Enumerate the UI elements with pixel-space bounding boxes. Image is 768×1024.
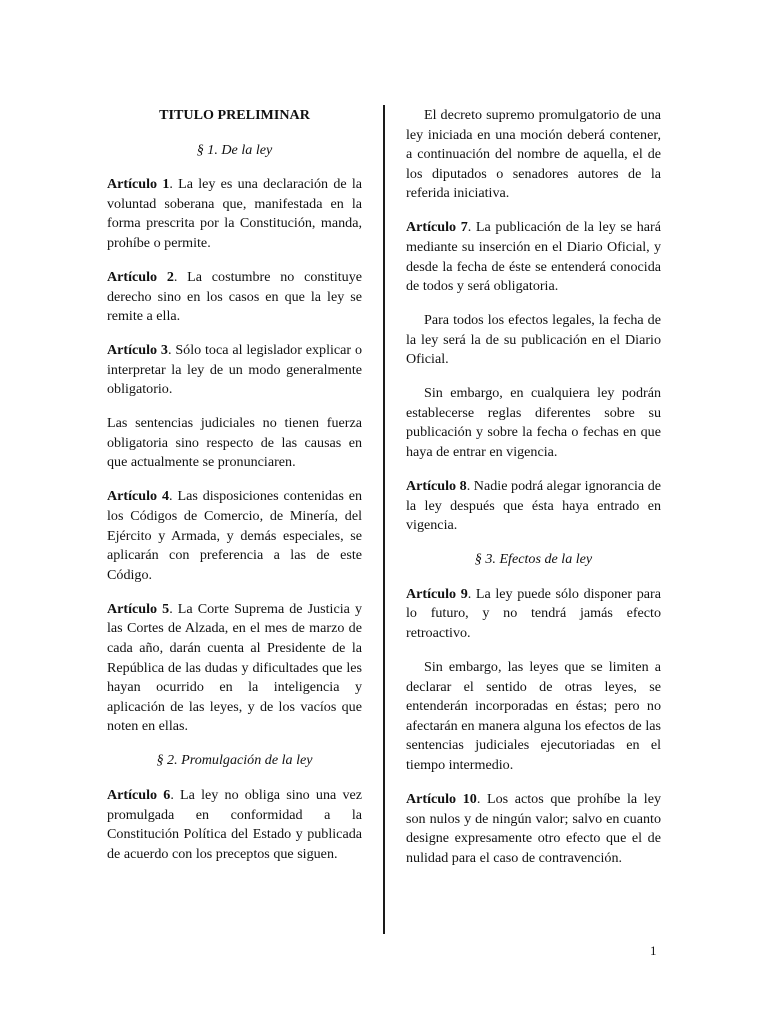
article-5 bbox=[107, 600, 362, 737]
article-9-label: Artículo 9 bbox=[406, 585, 468, 602]
article-1-label: Artículo 1 bbox=[107, 176, 170, 193]
article-2-label: Artículo 2 bbox=[107, 268, 174, 285]
article-9-paragraph-2: Sin embargo, las leyes que se limiten a declarar el sentido de otras leyes, se entenderán incorporadas en éstas; pero no afectarán en manera alguna los efectos de las sentencias judiciales ejecutoriadas en el tiempo intermedio. bbox=[406, 659, 661, 773]
article-4 bbox=[107, 487, 362, 585]
section-heading-1: § 1. De la ley bbox=[196, 141, 273, 158]
article-1 bbox=[107, 175, 362, 253]
article-7-paragraph-2: Para todos los efectos legales, la fecha de la ley será la de su publicación en el Diario Oficial. bbox=[406, 312, 661, 368]
article-8-text: . Nadie podrá alegar ignorancia de la ley después que ésta haya entrado en vigencia. bbox=[406, 478, 661, 534]
article-8 bbox=[406, 477, 661, 536]
article-1-text: . La ley es una declaración de la voluntad soberana que, manifestada en la forma prescrita por la Constitución, manda, prohíbe o permite. bbox=[107, 176, 363, 251]
article-4-label: Artículo 4 bbox=[107, 488, 170, 505]
document-title: TITULO PRELIMINAR bbox=[159, 107, 310, 123]
article-6-label: Artículo 6 bbox=[107, 786, 171, 803]
article-3 bbox=[107, 341, 362, 400]
article-7 bbox=[406, 218, 661, 296]
article-6-text: . La ley no obliga sino una vez promulgada en conformidad a la Constitución Política del Estado y publicada de acuerdo con los preceptos que siguen. bbox=[107, 786, 362, 862]
article-9 bbox=[406, 585, 661, 644]
page-number: 1 bbox=[650, 943, 657, 958]
article-4-text: . Las disposiciones contenidas en los Códigos de Comercio, de Minería, del Ejército y Armada, y demás especiales, se aplicarán con preferencia a las de este Código. bbox=[107, 488, 362, 583]
column-divider bbox=[383, 105, 385, 934]
article-6-paragraph-2: El decreto supremo promulgatorio de una ley iniciada en una moción deberá contener, a continuación del nombre de aquella, el de los diputados o senadores autores de la referida iniciativa. bbox=[406, 107, 661, 202]
article-10 bbox=[406, 790, 661, 868]
article-3-paragraph-2: Las sentencias judiciales no tienen fuerza obligatoria sino respecto de las causas en que actualmente se pronunciaren. bbox=[107, 415, 362, 471]
section-heading-3: § 3. Efectos de la ley bbox=[474, 551, 593, 568]
article-7-text: . La publicación de la ley se hará mediante su inserción en el Diario Oficial, y desde la fecha de éste se entenderá conocida de todos y será obligatoria. bbox=[406, 219, 662, 295]
article-7-label: Artículo 7 bbox=[406, 219, 468, 236]
article-5-label: Artículo 5 bbox=[107, 600, 170, 617]
article-10-text: . Los actos que prohíbe la ley son nulos y de ningún valor; salvo en cuanto designe expresamente otro efecto que el de nulidad para el caso de contravención. bbox=[406, 790, 661, 866]
article-3-label: Artículo 3 bbox=[107, 342, 168, 359]
section-heading-2: § 2. Promulgación de la ley bbox=[156, 752, 313, 769]
article-10-label: Artículo 10 bbox=[406, 790, 477, 807]
article-9-text: . La ley puede sólo disponer para lo futuro, y no tendrá jamás efecto retroactivo. bbox=[406, 585, 661, 642]
article-6 bbox=[107, 786, 362, 864]
article-7-paragraph-3: Sin embargo, en cualquiera ley podrán establecerse reglas diferentes sobre su publicación y sobre la fecha o fechas en que haya de entrar en vigencia. bbox=[406, 385, 661, 461]
article-2 bbox=[107, 268, 362, 327]
article-2-text: . La costumbre no constituye derecho sino en los casos en que la ley se remite a ella. bbox=[107, 268, 363, 325]
left-column bbox=[107, 106, 362, 879]
article-3-text: . Sólo toca al legislador explicar o interpretar la ley de un modo generalmente obligatorio. bbox=[107, 342, 362, 398]
article-5-text: . La Corte Suprema de Justicia y las Cortes de Alzada, en el mes de marzo de cada año, darán cuenta al Presidente de la República de las dudas y dificultades que les hayan ocurrido en la inteligencia y aplicación de las leyes, y de los vacíos que noten en ellas. bbox=[107, 600, 362, 735]
right-column bbox=[406, 106, 661, 883]
article-8-label: Artículo 8 bbox=[406, 478, 467, 495]
